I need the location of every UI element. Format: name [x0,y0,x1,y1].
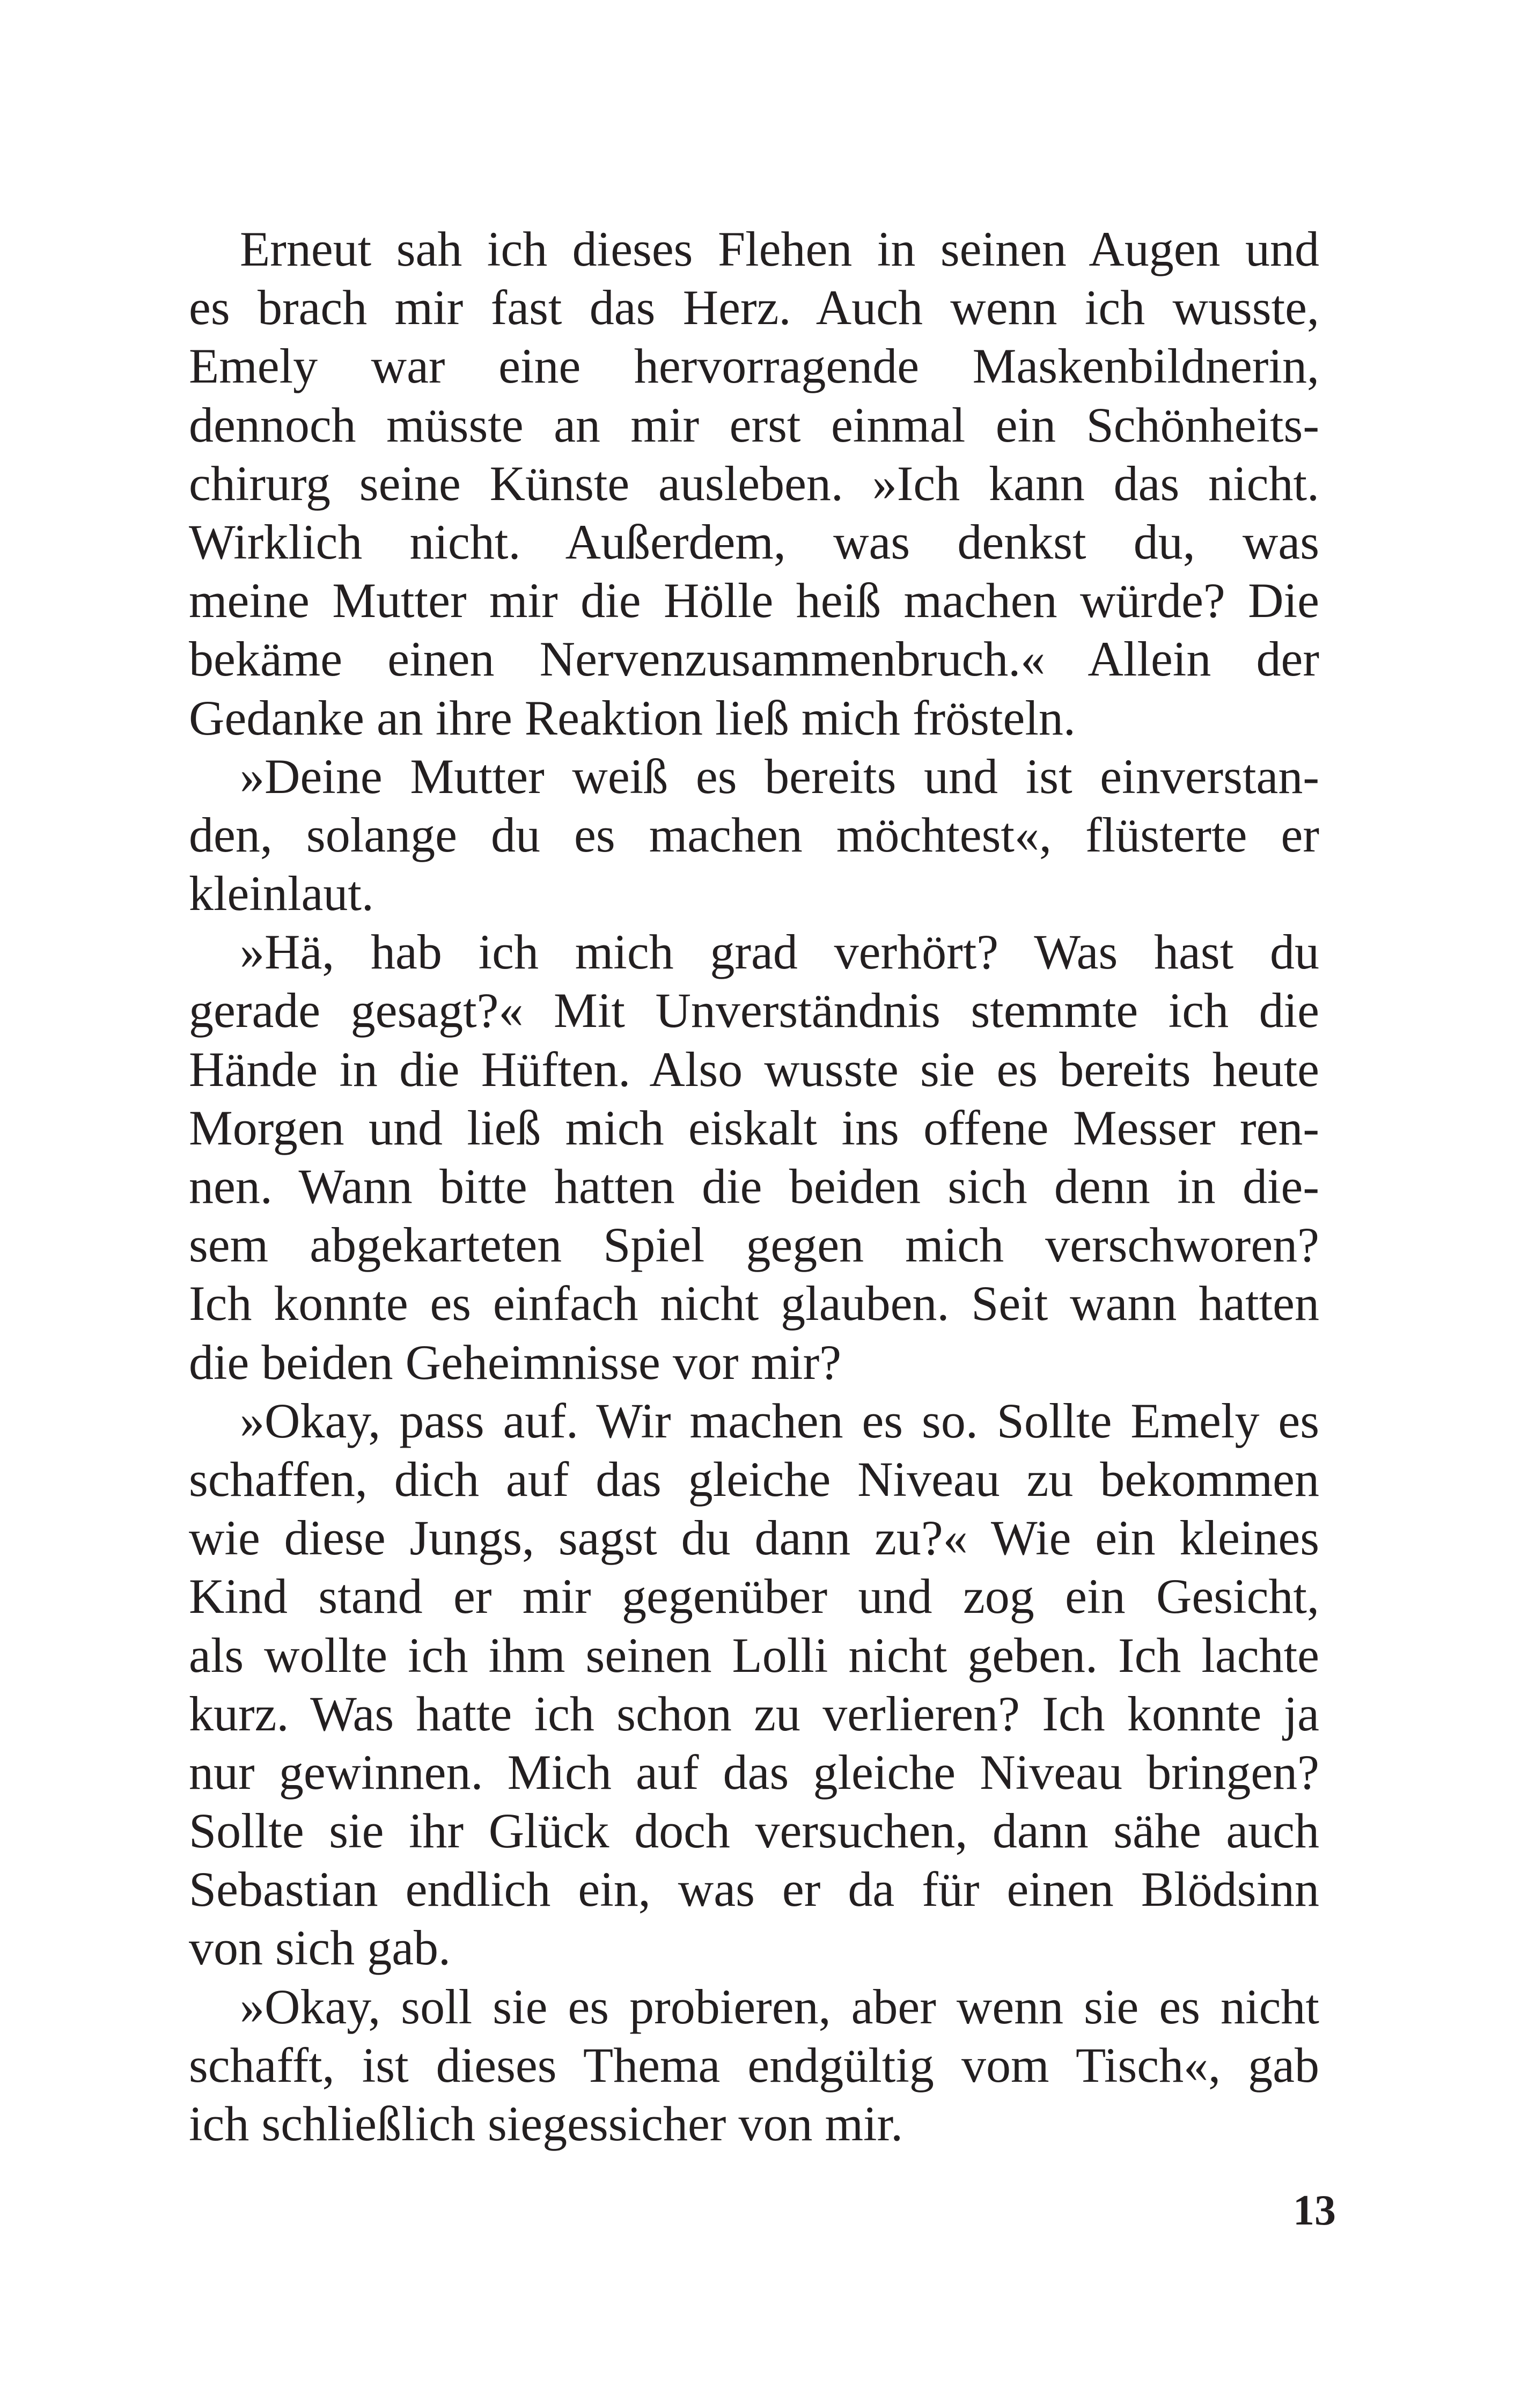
text-line: Emely war eine hervorragende Maskenbildnerin, [189,339,1319,394]
text-line: »Okay, pass auf. Wir machen es so. Sollte Emely es [240,1393,1319,1448]
text-line: Erneut sah ich dieses Flehen in seinen Augen und [240,222,1319,276]
text-line: schafft, ist dieses Thema endgültig vom Tisch«, gab [189,2037,1319,2093]
body-text [189,220,1319,2153]
text-line: wie diese Jungs, sagst du dann zu?« Wie ein kleines [189,1510,1319,1566]
text-line: die beiden Geheimnisse vor mir? [189,1334,842,1390]
text-line: Hände in die Hüften. Also wusste sie es bereits heute [189,1041,1319,1097]
page-number: 13 [1293,2187,1336,2234]
text-line: schaffen, dich auf das gleiche Niveau zu bekommen [189,1451,1319,1507]
text-line: kleinlaut. [189,866,374,921]
text-line: Wirklich nicht. Außerdem, was denkst du, was [189,514,1319,569]
text-line: meine Mutter mir die Hölle heiß machen würde? Die [189,573,1319,628]
text-line: »Deine Mutter weiß es bereits und ist einverstan- [240,748,1319,804]
text-line: dennoch müsste an mir erst einmal ein Schönheits- [189,397,1319,452]
text-line: nur gewinnen. Mich auf das gleiche Niveau bringen? [189,1744,1319,1800]
text-line: von sich gab. [189,1920,451,1976]
text-line: es brach mir fast das Herz. Auch wenn ich wusste, [189,280,1319,335]
text-line: bekäme einen Nervenzusammenbruch.« Allein der [189,632,1319,687]
text-line: »Okay, soll sie es probieren, aber wenn sie es nicht [240,1979,1319,2034]
text-line: als wollte ich ihm seinen Lolli nicht geben. Ich lachte [189,1627,1319,1683]
text-line: gerade gesagt?« Mit Unverständnis stemmte ich die [189,983,1319,1038]
text-line: Kind stand er mir gegenüber und zog ein Gesicht, [189,1569,1319,1624]
text-line: Gedanke an ihre Reaktion ließ mich frösteln. [189,690,1076,745]
text-line: chirurg seine Künste ausleben. »Ich kann das nicht. [189,456,1319,511]
text-line: Morgen und ließ mich eiskalt ins offene Messer ren- [189,1100,1319,1155]
text-line: den, solange du es machen möchtest«, flüsterte er [189,807,1319,862]
text-line: kurz. Was hatte ich schon zu verlieren? Ich konnte ja [189,1686,1319,1741]
text-line: »Hä, hab ich mich grad verhört? Was hast du [240,924,1319,980]
text-line: ich schließlich siegessicher von mir. [189,2096,903,2151]
text-line: Ich konnte es einfach nicht glauben. Seit wann hatten [189,1276,1319,1331]
text-line: Sebastian endlich ein, was er da für einen Blödsinn [189,1862,1319,1917]
text-line: sem abgekarteten Spiel gegen mich verschworen? [189,1217,1319,1273]
text-line: nen. Wann bitte hatten die beiden sich denn in die- [189,1159,1319,1214]
text-line: Sollte sie ihr Glück doch versuchen, dann sähe auch [189,1803,1319,1859]
